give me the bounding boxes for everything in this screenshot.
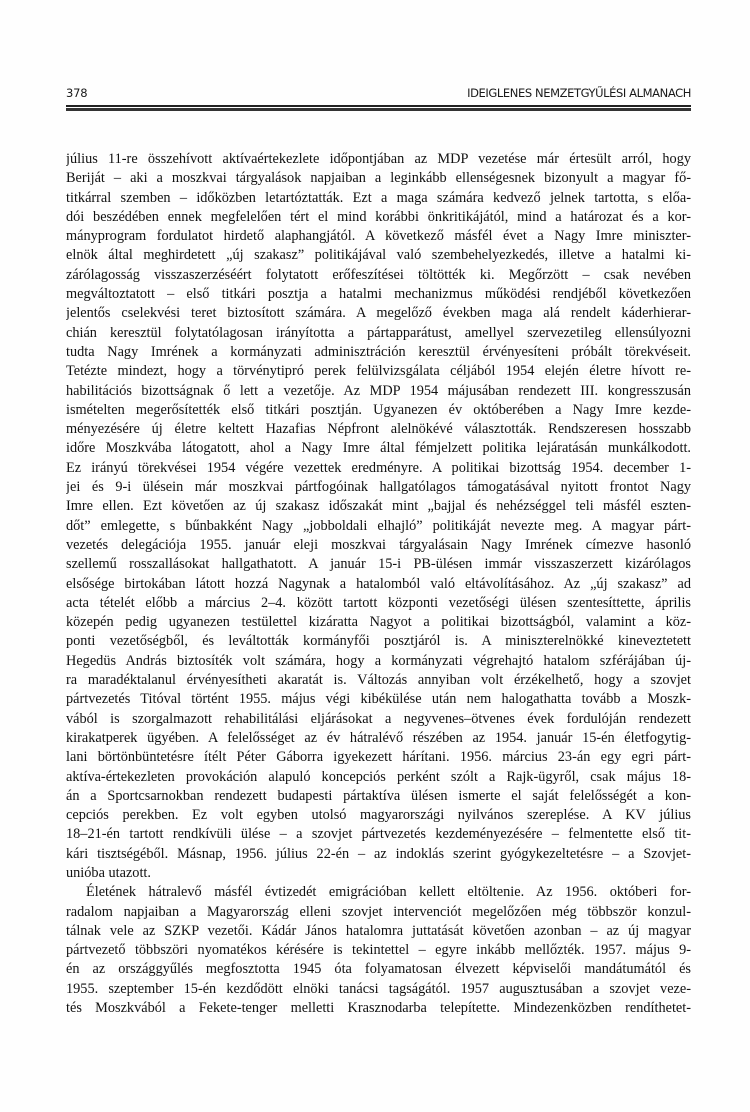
- text-line: 1955. szeptember 15-én kezdődött elnöki tanácsi tagságától. 1957 augusztusában a szovjet veze-: [66, 980, 691, 997]
- text-line: mányprogram fordulatot hirdető alaphangjától. A következő másfél évet a Nagy Imre miniszter-: [66, 228, 691, 245]
- text-line: ra maradéktalanul érvényesítheti akaratát is. Változás annyiban volt érzékelhető, hogy a szovjet: [66, 672, 691, 689]
- body-text: [66, 150, 691, 1018]
- text-line: 18–21-én tartott rendkívüli ülése – a szovjet pártvezetés kezdeményezésére – felmentette első tit-: [66, 826, 691, 843]
- page-header: [66, 86, 691, 102]
- text-line: cepciós perekben. Ez volt egyben utolsó magyarországi nyilvános szereplése. A KV július: [66, 807, 691, 824]
- text-line: én az országgyűlés megfosztotta 1945 óta folyamatosan élvezett képviselői mandátumától és: [66, 961, 691, 978]
- running-title: IDEIGLENES NEMZETGYŰLÉSI ALMANACH: [467, 86, 691, 100]
- text-line: unióba utazott.: [66, 864, 151, 881]
- text-line: Beriját – aki a moszkvai tárgyalások napjaiban a leginkább ellenségesnek bizonyult a magyar fő-: [66, 170, 691, 187]
- text-line: elsősége birtokában látott hozzá Nagynak a hatalomból való eltávolításához. Az „új szakasz” ad: [66, 575, 691, 592]
- text-line: ismételten megerősítették első titkári posztján. Ugyanezen év októberében a Nagy Imre kezde-: [66, 401, 691, 418]
- text-line: pártvezető többszöri nyomatékos kérésére is tekintettel – egyre inkább mellőzték. 1957. május 9-: [66, 942, 691, 959]
- text-line: tés Moszkvából a Fekete-tenger melletti Krasznodarba telepítette. Mindezenközben rendíthetet-: [66, 1000, 691, 1017]
- header-rule: [66, 105, 691, 108]
- text-line: szellemű rosszallásokat hallgathatott. A január 15-i PB-ülésen immár visszaszerzett kizárólagos: [66, 556, 691, 573]
- text-line: Hegedüs András biztosíték volt számára, hogy a kormányzati végrehajtó hatalom szférájában új-: [66, 652, 691, 669]
- text-line: jelentős cselekvési teret biztosított számára. A megelőző években maga alá rendelt káderhierar-: [66, 305, 691, 322]
- text-line: július 11-re összehívott aktívaértekezlete időpontjában az MDP vezetése már értesült arról, hogy: [66, 151, 691, 167]
- text-line: Életének hátralevő másfél évtizedét emigrációban kellett eltöltenie. Az 1956. októberi for-: [86, 884, 691, 901]
- text-line: pártvezetés Titóval történt 1955. május végi kibékülése után nem halogathatta tovább a Moszk-: [66, 691, 691, 708]
- text-line: kári tisztségéből. Másnap, 1956. július 22-én – az indoklás szerint gyógykezeltetésre – a Szovjet-: [66, 845, 691, 862]
- text-line: Tetézte mindezt, hogy a törvénytipró perek felülvizsgálata céljából 1954 elején életre hívott re-: [66, 363, 691, 380]
- text-line: chián keresztül folytatólagosan irányította a pártapparátust, amellyel szervezetileg ellensúlyozni: [66, 324, 691, 341]
- text-line: ponti vezetőségből, és leváltották kormányfői posztjáról is. A miniszterelnökké kineveztetett: [66, 633, 691, 650]
- text-line: án a Sportcsarnokban rendezett budapesti pártaktíva ülésen ismerte el saját felelősségét a kon-: [66, 787, 691, 804]
- text-line: acta tételét előbb a március 2–4. között tartott központi vezetőségi ülésen szentesíttette, április: [66, 594, 691, 611]
- text-line: időre Moszkvába látogatott, ahol a Nagy Imre által fémjelzett politika lejáratásán munkálkodott.: [66, 440, 691, 457]
- text-line: Ez irányú törekvései 1954 végére vezettek eredményre. A politikai bizottság 1954. december 1-: [66, 459, 691, 476]
- text-line: tudta Nagy Imrének a kormányzati adminisztráción keresztül érvényesíteni próbált törekvéseit.: [66, 343, 691, 360]
- text-line: habilitációs bizottságnak ő lett a vezetője. Az MDP 1954 májusában rendezett III. kongresszusán: [66, 382, 691, 399]
- text-line: dőt” emlegette, s bűnbakként Nagy „jobboldali elhajló” politikáját nevezte meg. A magyar párt-: [66, 517, 691, 534]
- text-line: jei és 9-i ülésein már moszkvai pártfogóinak hallgatólagos támogatásával nyitott frontot Nagy: [66, 479, 691, 496]
- text-line: vezetés delegációja 1955. január eleji moszkvai tárgyalásain Nagy Imrének címezve hasonló: [66, 536, 691, 553]
- text-line: vából is szorgalmazott rehabilitálási eljárásokat a negyvenes–ötvenes évek fordulóján rendezett: [66, 710, 691, 727]
- page-number: 378: [66, 86, 88, 100]
- text-line: megváltoztatott – első titkári posztja a hatalmi mechanizmus működési rendjéből következően: [66, 286, 691, 303]
- text-line: zárólagosság visszaszerzéséért folytatott erőfeszítései töltötték ki. Megőrzött – csak nevében: [66, 266, 691, 283]
- text-line: Imre ellen. Ezt követően az új szakasz időszakát mint „bajjal és nehézséggel teli másfél eszten-: [66, 498, 691, 515]
- text-line: közepén pedig ugyanezen testülettel kizáratta Nagyot a politikai bizottságból, valamint a köz-: [66, 614, 691, 631]
- text-line: titkárral szemben – időközben letartóztatták. Ezt a maga számára kedvező jelnek tartotta, s előa-: [66, 189, 691, 206]
- text-line: lani börtönbüntetésre ítélt Péter Gáborra igyekezett hárítani. 1956. március 23-án egy egri párt-: [66, 749, 691, 766]
- text-line: aktíva-értekezleten provokáción alapuló koncepciós perként szólt a Rajk-ügyről, csak május 18-: [66, 768, 691, 785]
- text-line: ményezésére új életre keltett Hazafias Népfront alelnökévé választották. Rendszeresen hosszabb: [66, 421, 691, 438]
- text-line: radalom napjaiban a Magyarország elleni szovjet intervenciót megelőzően még többször konzul-: [66, 903, 691, 920]
- text-line: tálnak vele az SZKP vezetői. Kádár János hatalomra juttatását követően azonban – az új magyar: [66, 922, 691, 939]
- text-line: dói beszédében ennek megfelelően tért el mind korábbi önkritikájától, mind a határozat és a kor-: [66, 208, 691, 225]
- text-line: kirakatperek ügyében. A felelősséget az év hátralévő részében az 1954. január 15-én életfogytig-: [66, 729, 691, 746]
- text-line: elnök által meghirdetett „új szakasz” politikájával való szembehelyezkedés, illetve a hatalmi ki-: [66, 247, 691, 264]
